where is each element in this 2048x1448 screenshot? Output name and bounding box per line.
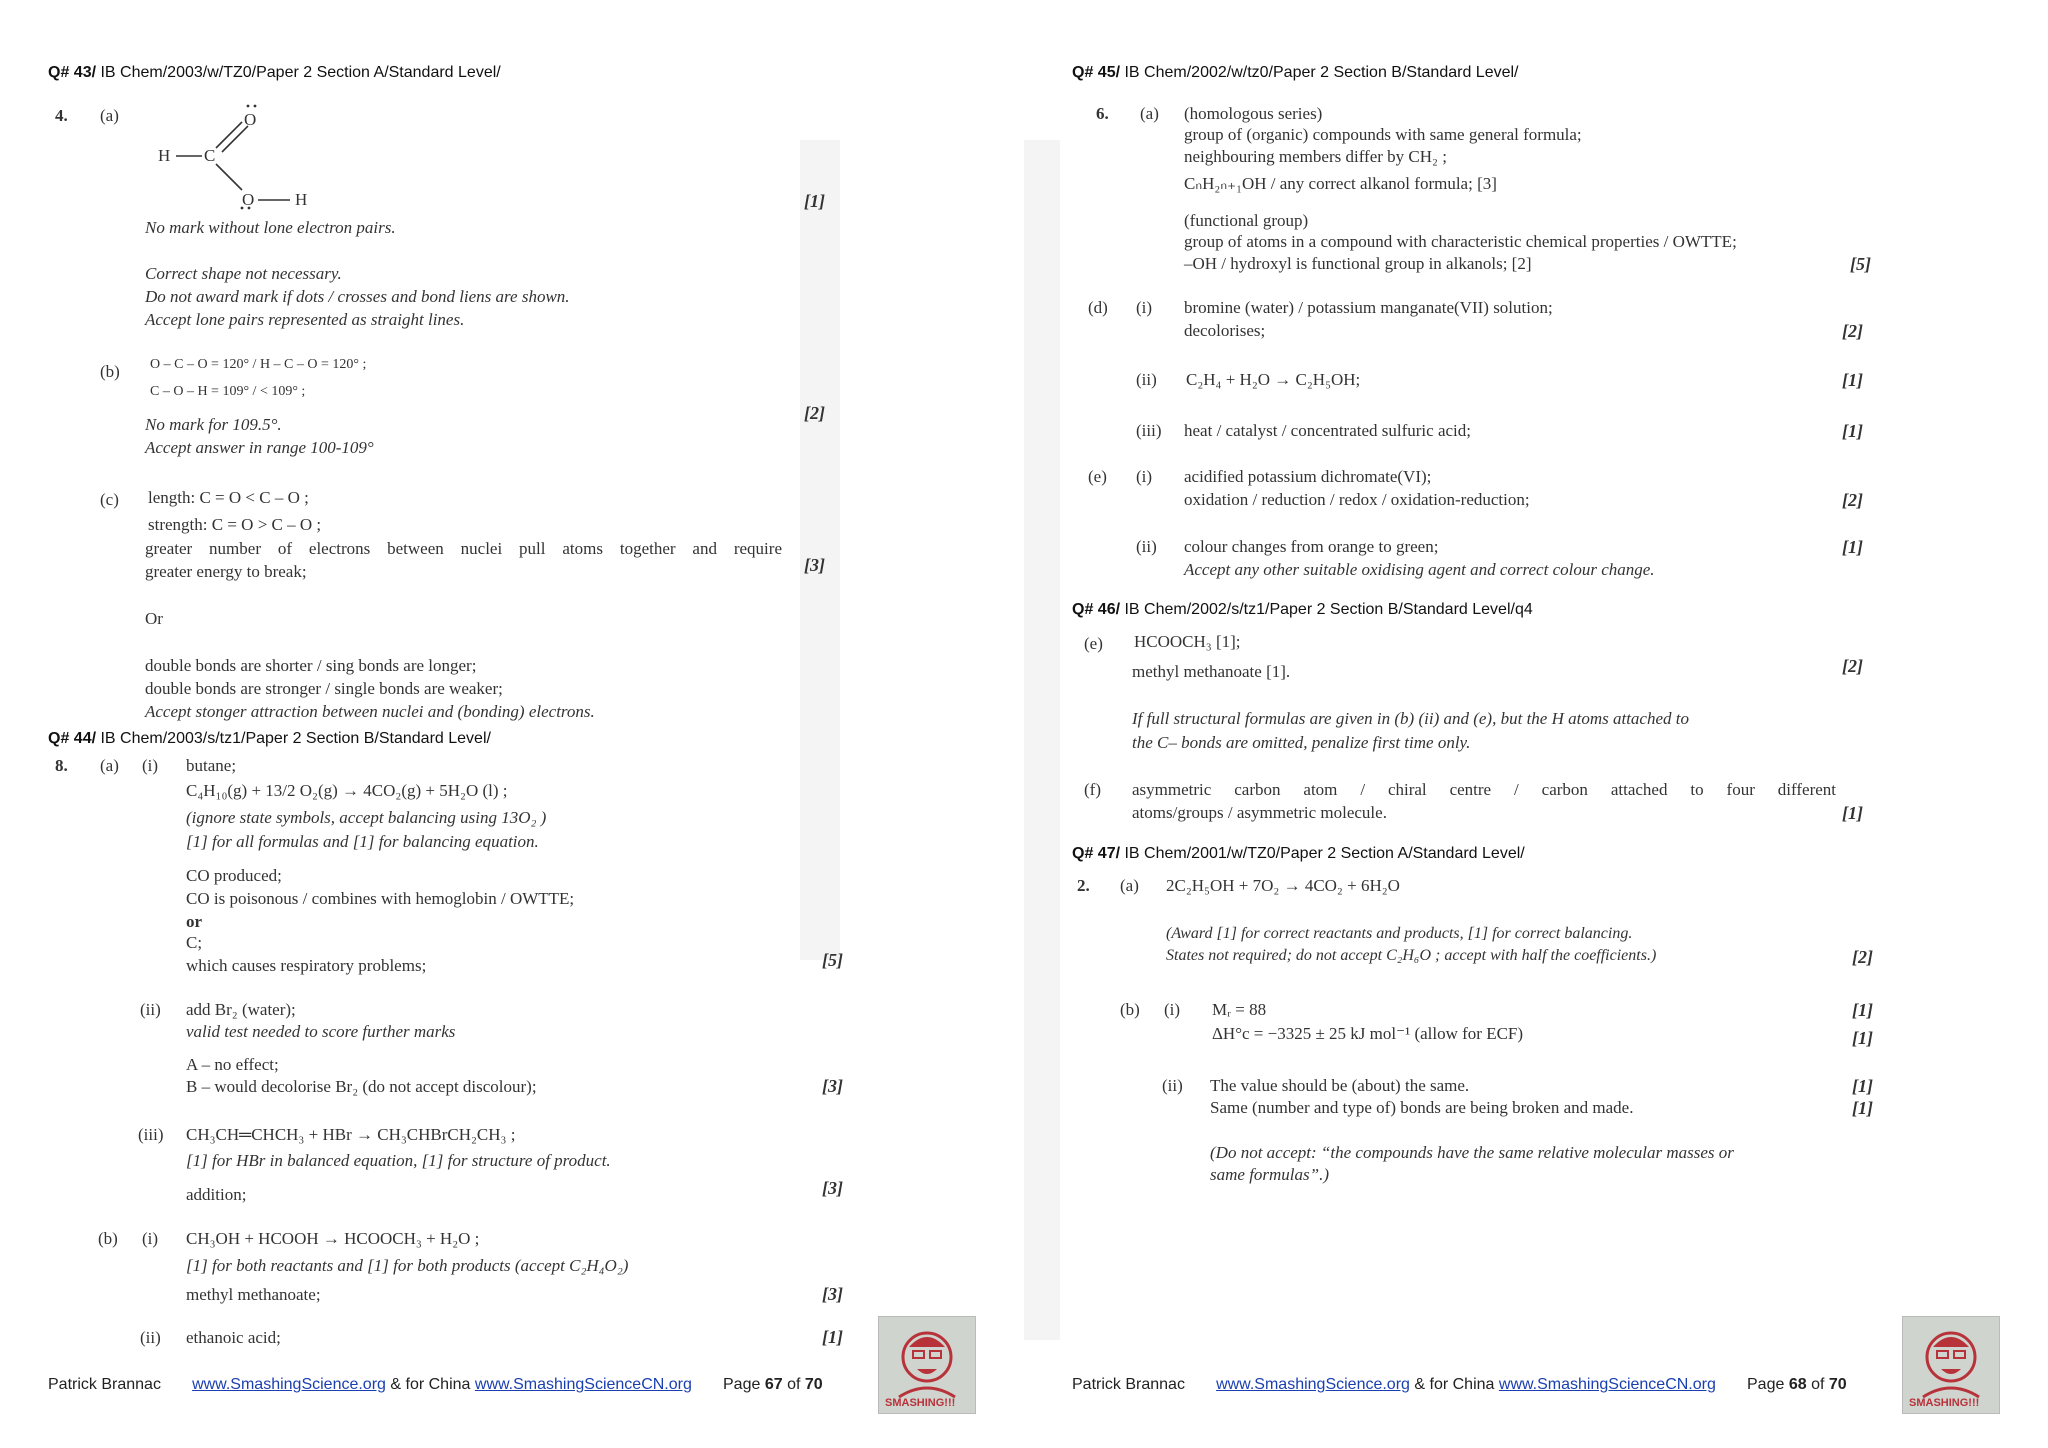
answer-line: decolorises; [1184, 321, 1266, 340]
note: If full structural formulas are given in (b) (ii) and (e), but the H atoms attached to [1132, 709, 1689, 728]
q43-header: Q# 43/ IB Chem/2003/w/TZ0/Paper 2 Section A/Standard Level/ [48, 64, 501, 81]
part-label: (c) [100, 490, 119, 509]
part-label: (a) [1140, 104, 1159, 123]
smashing-logo [1902, 1316, 2000, 1414]
answer-line: (functional group) [1184, 211, 1309, 230]
q47-header: Q# 47/ IB Chem/2001/w/TZ0/Paper 2 Section A/Standard Level/ [1072, 845, 1525, 862]
mark: [2] [1842, 656, 1863, 676]
site-link[interactable]: www.SmashingScience.org [192, 1376, 386, 1393]
answer-line: which causes respiratory problems; [186, 956, 427, 975]
subpart-label: (ii) [1136, 537, 1157, 556]
answer-line: methyl methanoate; [186, 1285, 321, 1304]
note: (Do not accept: “the compounds have the same relative molecular masses or [1210, 1143, 1734, 1162]
note: Accept answer in range 100-109° [145, 438, 374, 457]
equation: CH₃CH═CHCH₃ + HBr → CH₃CHBrCH₂CH₃ ; [186, 1125, 516, 1144]
answer-line: oxidation / reduction / redox / oxidation-reduction; [1184, 490, 1530, 509]
note: (ignore state symbols, accept balancing using 13O₂ ) [186, 808, 547, 827]
mark: [3] [822, 1284, 843, 1304]
q44-header: Q# 44/ IB Chem/2003/s/tz1/Paper 2 Section B/Standard Level/ [48, 730, 491, 747]
part-label: (e) [1084, 634, 1103, 653]
part-label: (a) [100, 106, 119, 125]
author: Patrick Brannac [48, 1376, 161, 1393]
subpart-label: (ii) [1136, 370, 1157, 389]
note: same formulas”.) [1210, 1165, 1330, 1184]
answer-line: group of atoms in a compound with characteristic chemical properties / OWTTE; [1184, 232, 1737, 251]
answer-line: butane; [186, 756, 237, 775]
item-number: 8. [55, 756, 68, 775]
subpart-label: (i) [142, 1229, 159, 1248]
answer-line: C – O – H = 109° / < 109° ; [150, 384, 306, 399]
mark: [2] [1842, 490, 1863, 510]
answer-line: double bonds are stronger / single bonds are weaker; [145, 679, 503, 698]
answer-line: addition; [186, 1185, 247, 1204]
logo-text: SMASHING!!! [1909, 1397, 1980, 1409]
answer-line: group of (organic) compounds with same general formula; [1184, 125, 1582, 144]
answer-line: The value should be (about) the same. [1210, 1076, 1470, 1095]
item-number: 2. [1077, 876, 1090, 895]
mark: [5] [1850, 254, 1871, 274]
mark: [1] [1842, 421, 1863, 441]
answer-line: O – C – O = 120° / H – C – O = 120° ; [150, 357, 367, 372]
answer-line: length: C = O < C – O ; [148, 488, 309, 507]
subpart-label: (ii) [140, 1000, 161, 1019]
mark: [1] [804, 191, 825, 211]
atom-h: H [295, 190, 308, 209]
atom-c: C [204, 146, 216, 165]
note: [1] for all formulas and [1] for balancing equation. [186, 832, 539, 851]
part-label: (f) [1084, 780, 1101, 799]
or-separator: Or [145, 609, 163, 628]
note: Accept any other suitable oxidising agent and correct colour change. [1184, 560, 1655, 579]
answer-line: Mᵣ = 88 [1212, 1000, 1267, 1019]
atom-o: O [244, 110, 257, 129]
mark: [2] [1842, 321, 1863, 341]
mark: [3] [822, 1076, 843, 1096]
answer-line: acidified potassium dichromate(VI); [1184, 467, 1432, 486]
note: States not required; do not accept C₂H₆O ; accept with half the coefficients.) [1166, 947, 1657, 964]
q46-header: Q# 46/ IB Chem/2002/s/tz1/Paper 2 Section B/Standard Level/q4 [1072, 601, 1533, 618]
part-label: (e) [1088, 467, 1107, 486]
note: valid test needed to score further marks [186, 1022, 456, 1041]
answer-line: ΔH°c = −3325 ± 25 kJ mol⁻¹ (allow for ECF) [1212, 1024, 1524, 1043]
answer-line: CₙH₂ₙ₊₁OH / any correct alkanol formula; [3] [1184, 174, 1497, 193]
atom-h: H [158, 146, 171, 165]
subpart-label: (i) [1164, 1000, 1181, 1019]
answer-line: B – would decolorise Br₂ (do not accept discolour); [186, 1077, 537, 1096]
mark: [1] [1842, 803, 1863, 823]
subpart-label: (iii) [1136, 421, 1162, 440]
note: the C– bonds are omitted, penalize first time only. [1132, 733, 1471, 752]
answer-line: –OH / hydroxyl is functional group in alkanols; [2] [1184, 254, 1532, 273]
answer-line: methyl methanoate [1]. [1132, 662, 1291, 681]
answer-line: A – no effect; [186, 1055, 279, 1074]
answer-line: ethanoic acid; [186, 1328, 281, 1347]
note: [1] for both reactants and [1] for both products (accept C₂H₄O₂) [186, 1256, 629, 1275]
page-68 [1024, 0, 2048, 1448]
mark: [1] [1852, 1076, 1873, 1096]
answer-line: atoms/groups / asymmetric molecule. [1132, 803, 1387, 822]
subpart-label: (ii) [140, 1328, 161, 1347]
part-label: (b) [100, 362, 120, 381]
mark: [3] [804, 555, 825, 575]
note: [1] for HBr in balanced equation, [1] for structure of product. [186, 1151, 611, 1170]
answer-line: greater energy to break; [145, 562, 307, 581]
q45-header: Q# 45/ IB Chem/2002/w/tz0/Paper 2 Section B/Standard Level/ [1072, 64, 1519, 81]
equation: C₂H₄ + H₂O → C₂H₅OH; [1186, 370, 1361, 389]
note: Accept stonger attraction between nuclei and (bonding) electrons. [145, 702, 595, 721]
subpart-label: (i) [1136, 298, 1153, 317]
page-number: Page 68 of 70 [1747, 1376, 1847, 1393]
author: Patrick Brannac [1072, 1376, 1185, 1393]
answer-line: neighbouring members differ by CH₂ ; [1184, 147, 1447, 166]
mark: [1] [1842, 537, 1863, 557]
page-number: Page 67 of 70 [723, 1376, 823, 1393]
mark: [5] [822, 950, 843, 970]
answer-line: CO produced; [186, 866, 282, 885]
subpart-label: (ii) [1162, 1076, 1183, 1095]
note: Correct shape not necessary. [145, 264, 342, 283]
site-link[interactable]: www.SmashingScience.org [1216, 1376, 1410, 1393]
answer-line: greater number of electrons between nuclei pull atoms together and require [145, 539, 782, 558]
part-label: (b) [1120, 1000, 1140, 1019]
answer-line: add Br₂ (water); [186, 1000, 296, 1019]
answer-line: heat / catalyst / concentrated sulfuric acid; [1184, 421, 1471, 440]
mark: [1] [1852, 1000, 1873, 1020]
answer-line: bromine (water) / potassium manganate(VII) solution; [1184, 298, 1553, 317]
answer-line: (homologous series) [1184, 104, 1323, 123]
site-link-cn[interactable]: www.SmashingScienceCN.org [1498, 1376, 1716, 1393]
mark: [2] [1852, 947, 1873, 967]
answer-line: colour changes from orange to green; [1184, 537, 1439, 556]
note: Accept lone pairs represented as straight lines. [145, 310, 465, 329]
answer-line: double bonds are shorter / sing bonds are longer; [145, 656, 477, 675]
site-link-cn[interactable]: www.SmashingScienceCN.org [474, 1376, 692, 1393]
equation: C₄H₁₀(g) + 13/2 O₂(g) → 4CO₂(g) + 5H₂O (l) ; [186, 781, 508, 800]
equation: 2C₂H₅OH + 7O₂ → 4CO₂ + 6H₂O [1166, 876, 1400, 895]
note: Do not award mark if dots / crosses and bond liens are shown. [145, 287, 570, 306]
answer-line: C; [186, 933, 203, 952]
mark: [3] [822, 1178, 843, 1198]
mark: [2] [804, 403, 825, 423]
part-label: (d) [1088, 298, 1108, 317]
scan-shadow [1024, 140, 1060, 1340]
footer: Patrick Brannac www.SmashingScience.org & for China www.SmashingScienceCN.org Page 67 of 70 [48, 1376, 823, 1393]
note: No mark without lone electron pairs. [145, 218, 396, 237]
scan-shadow [800, 140, 840, 960]
mark: [1] [1852, 1028, 1873, 1048]
logo-text: SMASHING!!! [885, 1397, 956, 1409]
part-label: (a) [1120, 876, 1139, 895]
subpart-label: (iii) [138, 1125, 164, 1144]
item-number: 6. [1096, 104, 1109, 123]
part-label: (b) [98, 1229, 118, 1248]
mark: [1] [1842, 370, 1863, 390]
equation: CH₃OH + HCOOH → HCOOCH₃ + H₂O ; [186, 1229, 480, 1248]
answer-line: CO is poisonous / combines with hemoglobin / OWTTE; [186, 889, 575, 908]
mark: [1] [822, 1327, 843, 1347]
subpart-label: (i) [142, 756, 159, 775]
answer-line: Same (number and type of) bonds are being broken and made. [1210, 1098, 1634, 1117]
answer-line: asymmetric carbon atom / chiral centre / carbon attached to four different [1132, 780, 1836, 799]
smashing-logo [878, 1316, 976, 1414]
or-separator: or [186, 912, 203, 931]
note: No mark for 109.5°. [145, 415, 282, 434]
item-number: 4. [55, 106, 68, 125]
subpart-label: (i) [1136, 467, 1153, 486]
note: (Award [1] for correct reactants and products, [1] for correct balancing. [1166, 925, 1633, 942]
answer-line: HCOOCH₃ [1]; [1134, 632, 1241, 651]
footer: Patrick Brannac www.SmashingScience.org & for China www.SmashingScienceCN.org Page 68 of 70 [1072, 1376, 1847, 1393]
atom-o: O [242, 190, 255, 209]
answer-line: strength: C = O > C – O ; [148, 515, 322, 534]
mark: [1] [1852, 1098, 1873, 1118]
part-label: (a) [100, 756, 119, 775]
